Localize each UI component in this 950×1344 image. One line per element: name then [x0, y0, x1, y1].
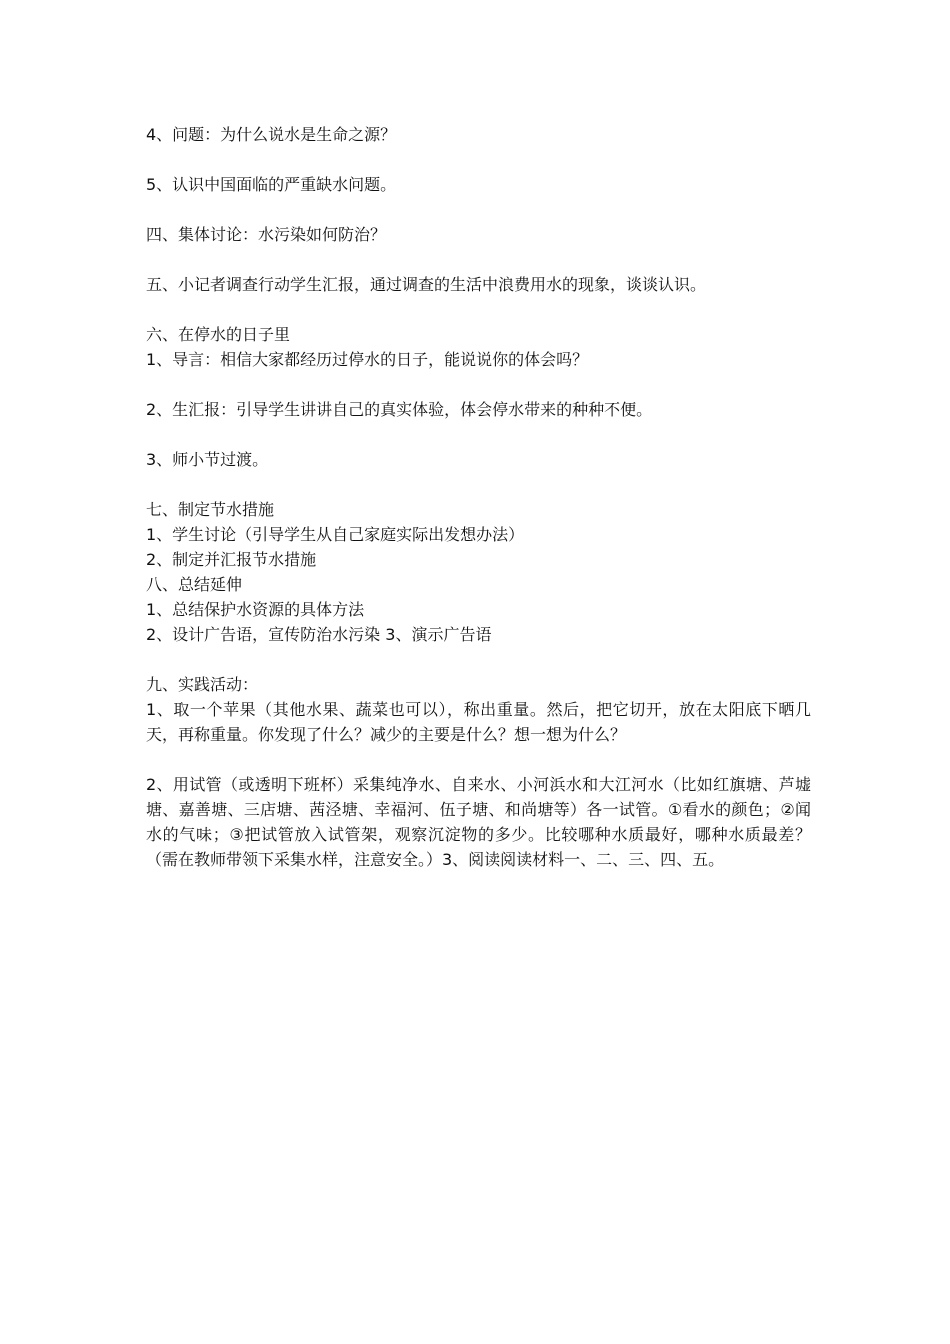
- section-8-item-1: 1、总结保护水资源的具体方法: [146, 600, 365, 619]
- document-body: [146, 122, 811, 872]
- item-5: 5、认识中国面临的严重缺水问题。: [146, 175, 397, 194]
- section-8-item-2: 2、设计广告语，宣传防治水污染 3、演示广告语: [146, 625, 492, 644]
- section-9-activity-1: 1、取一个苹果（其他水果、蔬菜也可以），称出重量。然后，把它切开，放在太阳底下晒几天，再称重量。你发现了什么？减少的主要是什么？想一想为什么？: [146, 700, 811, 744]
- section-6-item-1: 1、导言：相信大家都经历过停水的日子，能说说你的体会吗？: [146, 350, 589, 369]
- section-9-activity-2: 2、用试管（或透明下班杯）采集纯净水、自来水、小河浜水和大江河水（比如红旗塘、芦墟塘、嘉善塘、三店塘、茜泾塘、幸福河、伍子塘、和尚塘等）各一试管。①看水的颜色；②闻水的气味；③把试管放入试管架，观察沉淀物的多少。比较哪种水质最好，哪种水质最差？（需在教师带领下采集水样，注意安全。）3、阅读阅读材料一、二、三、四、五。: [146, 775, 811, 869]
- section-4-heading: 四、集体讨论：水污染如何防治？: [146, 225, 387, 244]
- section-7-item-1: 1、学生讨论（引导学生从自己家庭实际出发想办法）: [146, 525, 525, 544]
- section-7-heading: 七、制定节水措施: [146, 500, 275, 519]
- question-4: 4、问题：为什么说水是生命之源？: [146, 125, 397, 144]
- section-9-heading: 九、实践活动：: [146, 675, 259, 694]
- section-6-heading: 六、在停水的日子里: [146, 325, 291, 344]
- section-7-item-2: 2、制定并汇报节水措施: [146, 550, 317, 569]
- section-5-heading: 五、小记者调查行动学生汇报，通过调查的生活中浪费用水的现象，谈谈认识。: [146, 275, 707, 294]
- section-6-item-2: 2、生汇报：引导学生讲讲自己的真实体验，体会停水带来的种种不便。: [146, 400, 653, 419]
- section-6-item-3: 3、师小节过渡。: [146, 450, 269, 469]
- section-8-heading: 八、总结延伸: [146, 575, 243, 594]
